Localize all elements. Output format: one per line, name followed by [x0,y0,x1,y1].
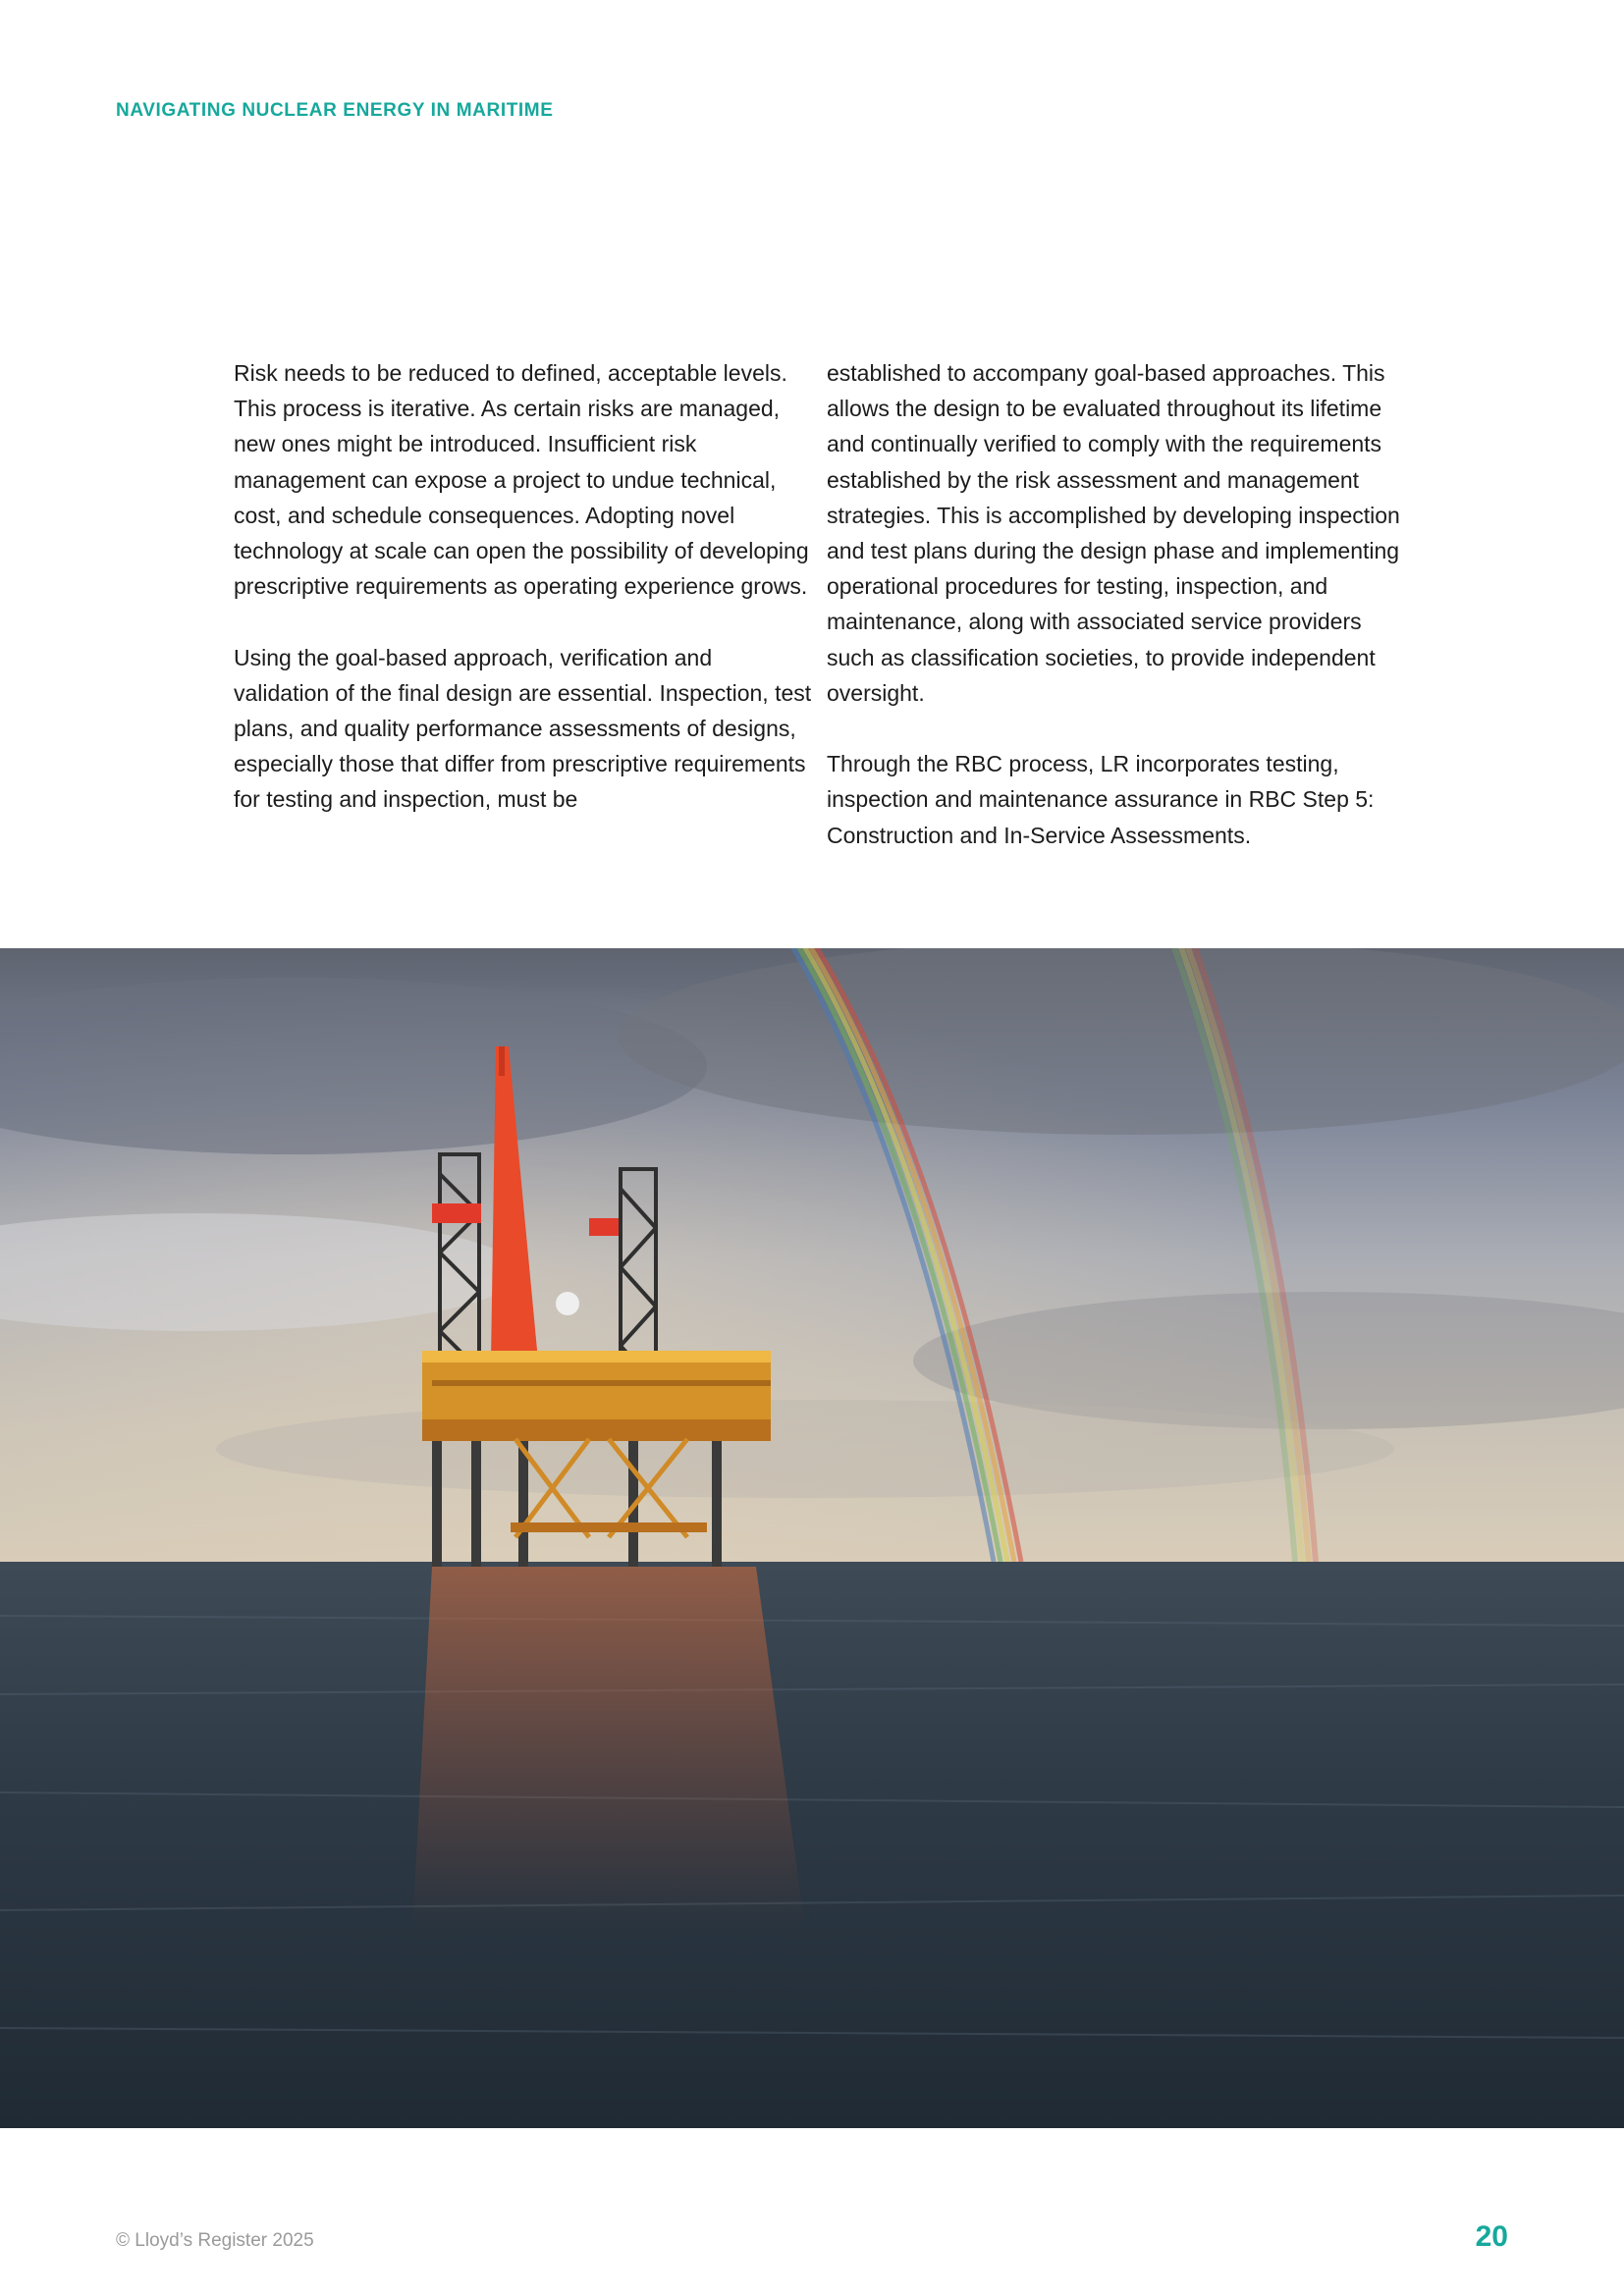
left-text-column [234,355,813,853]
right-paragraph-2: Through the RBC process, LR incorporates testing, inspection and maintenance assurance in RBC Step 5: Construction and In-Service Assessments. [827,751,1375,848]
offshore-rig-photo [0,948,1624,2128]
copyright-notice: © Lloyd’s Register 2025 [116,2230,314,2251]
left-paragraph-1: Risk needs to be reduced to defined, acceptable levels. This process is iterative. As certain risks are managed, new ones might be introduced. Insufficient risk management can expose a project to undue technical, cost, and schedule consequences. Adopting novel technology at scale can open the possibility of developing prescriptive requirements as operating experience grows. [234,360,809,600]
page-number: 20 [1475,2220,1508,2253]
running-header: NAVIGATING NUCLEAR ENERGY IN MARITIME [116,100,554,121]
left-paragraph-2: Using the goal-based approach, verification and validation of the final design are essential. Inspection, test plans, and quality performance assessments of designs, especially those that differ from prescriptive requirements for testing and inspection, must be [234,644,812,813]
right-text-column [827,355,1406,888]
right-paragraph-1: established to accompany goal-based approaches. This allows the design to be evaluated throughout its lifetime and continually verified to comply with the requirements established by the risk assessment and management strategies. This is accomplished by developing inspection and test plans during the design phase and implementing operational procedures for testing, inspection, and maintenance, along with associated service providers such as classification societies, to provide independent oversight. [827,360,1400,706]
